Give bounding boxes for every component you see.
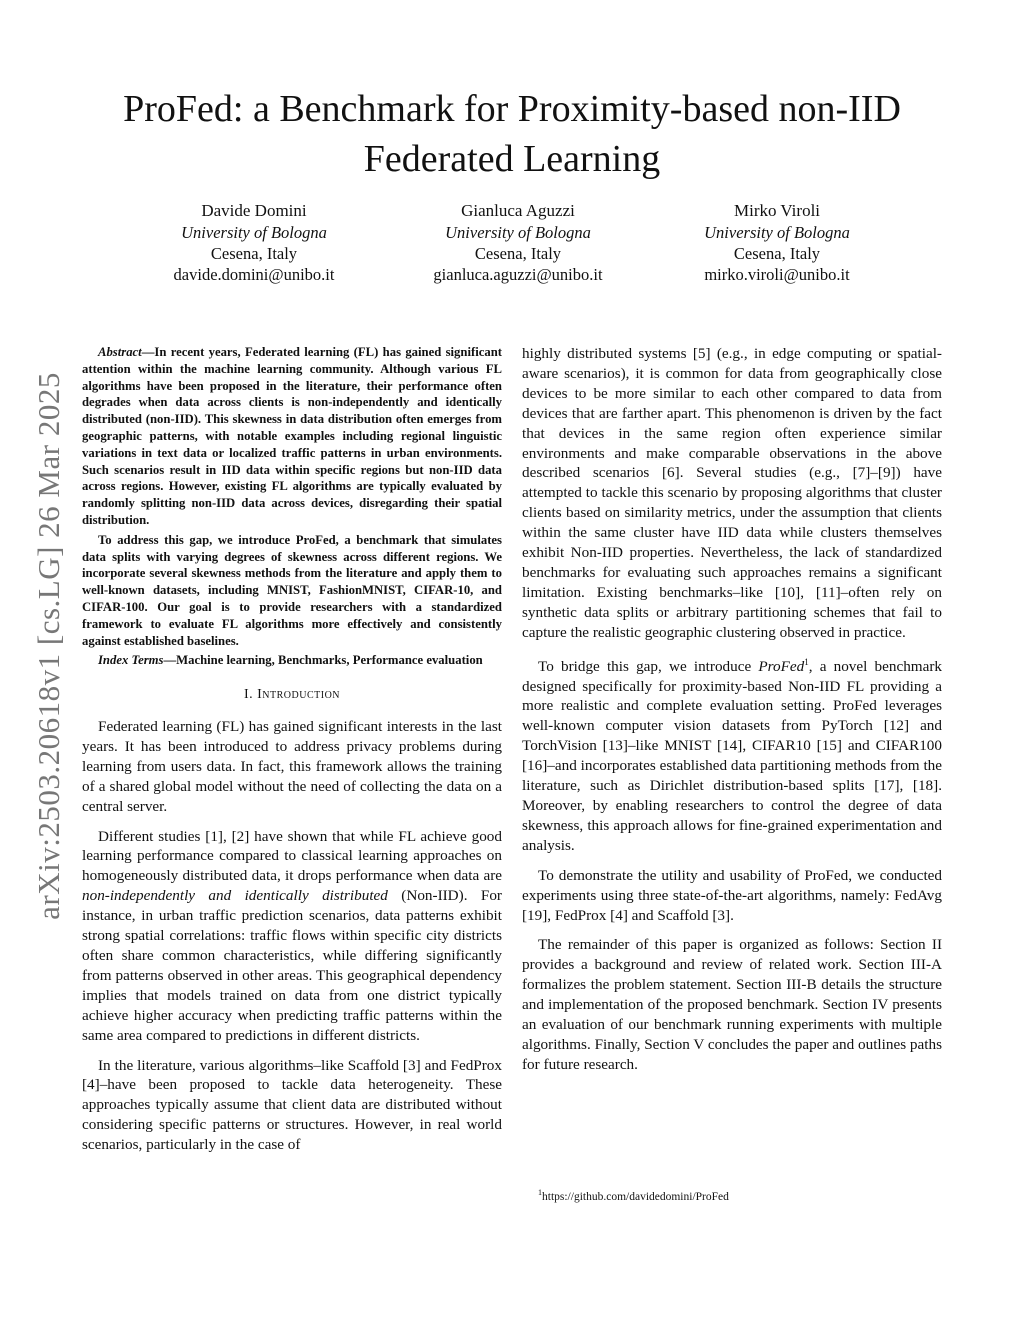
author-email: davide.domini@unibo.it [173, 265, 335, 284]
author-email: mirko.viroli@unibo.it [704, 265, 850, 284]
section-numeral: I. [243, 687, 254, 703]
section-title: Introduction [257, 687, 341, 703]
intro-emphasis: ProFed [758, 657, 805, 675]
author-affiliation: University of Bologna [181, 223, 327, 242]
index-terms-label: Index Terms [98, 653, 164, 668]
index-terms-text: Machine learning, Benchmarks, Performance evaluation [176, 653, 483, 668]
intro-emphasis: non-independently and identically distributed [82, 887, 388, 905]
footnote [538, 1186, 729, 1204]
intro-paragraph-3: In the literature, various algorithms–like Scaffold [3] and FedProx [4]–have been proposed to tackle data heterogeneity. These approaches typically assume that client data are distributed without considering specific patterns or structures. However, in real world scenarios, particularly in the case of [82, 1056, 502, 1154]
author-name: Gianluca Aguzzi [461, 201, 575, 220]
intro-paragraph-6: To demonstrate the utility and usability of ProFed, we conducted experiments using three state-of-the-art algorithms, namely: FedAvg [19], FedProx [4] and Scaffold [3]. [522, 866, 942, 924]
section-heading [82, 685, 502, 705]
abstract-paragraph-2: To address this gap, we introduce ProFed, a benchmark that simulates data splits with varying degrees of skewness across different regions. We incorporate several skewness methods from the literature and apply them to well-known datasets, including MNIST, FashionMNIST, CIFAR-10, and CIFAR-100. Our goal is to provide researchers with a standardized framework to evaluate FL algorithms more effectively and consistently against established baselines. [82, 532, 502, 648]
intro-text: To bridge this gap, we introduce [538, 657, 759, 675]
author-affiliation: University of Bologna [445, 223, 591, 242]
author-email: gianluca.aguzzi@unibo.it [433, 265, 603, 284]
author-affiliation: University of Bologna [704, 223, 850, 242]
author-location: Cesena, Italy [733, 244, 821, 263]
intro-paragraph-1: Federated learning (FL) has gained significant interests in the last years. It has been introduced to address privacy problems during learning from users data. In fact, this framework allows the training of a shared global model without the need of collecting the data on a central server. [82, 718, 502, 815]
author-location: Cesena, Italy [210, 244, 298, 263]
abstract [82, 344, 502, 669]
author-location: Cesena, Italy [474, 244, 562, 263]
left-column [82, 344, 502, 1165]
author-block-1 [134, 200, 374, 285]
intro-paragraph-5 [522, 653, 942, 856]
author-block-2 [398, 200, 638, 285]
footnote-ref[interactable]: 1 [804, 656, 809, 667]
footnote-link[interactable]: https://github.com/davidedomini/ProFed [542, 1190, 729, 1203]
right-column [522, 344, 942, 1085]
author-block-3 [657, 200, 897, 285]
intro-text: Different studies [1], [2] have shown that while FL achieve good learning performance compared to classical learning approaches on homogeneously distributed data, it drops performance when data are [82, 827, 502, 885]
arxiv-stamp [28, 350, 70, 942]
author-name: Mirko Viroli [733, 201, 821, 220]
abstract-text: In recent years, Federated learning (FL) has gained significant attention within the machine learning community. Although various FL algorithms have been proposed in the literature, their performance often degrades when data across clients is non-independently and identically distributed (non-IID). This skewness in data distribution often emerges from geographic patterns, with notable examples including regional linguistic variations in text data or localized traffic patterns in urban environments. Such scenarios result in IID data within specific regions but non-IID data across regions. However, existing FL algorithms are typically evaluated by randomly splitting non-IID data across devices, disregarding their spatial distribution. [82, 345, 502, 527]
intro-text: , a novel benchmark designed specifically for proximity-based Non-IID FL providing a more realistic and complete evaluation setting. ProFed leverages well-known computer vision datasets from PyTorch [12] and TorchVision [13]–like MNIST [14], CIFAR10 [15] and CIFAR100 [16]–and incorporates established data partitioning methods from the literature, such as Dirichlet distribution-based splits [17], [18]. Moreover, by enabling researchers to control the degree of data skewness, this approach allows for fine-grained experimentation and analysis. [522, 657, 943, 854]
intro-text: (Non-IID). For instance, in urban traffic prediction scenarios, data patterns exhibit strong spatial correlations: traffic flows within specific city districts often share common characteristics, while differing significantly from patterns observed in other areas. This geographical dependency implies that models trained on data from one district typically achieve higher accuracy when predicting traffic patterns within the same area compared to predictions in different districts. [82, 887, 502, 1044]
intro-paragraph-4: highly distributed systems [5] (e.g., in edge computing or spatial-aware scenarios), it is common for data from geographically close devices to be more similar to each other compared to data from devices that are farther apart. This phenomenon is driven by the fact that devices in the same region often experience similar environments and make comparable observations in the above described scenarios [6]. Several studies (e.g., [7]–[9]) have attempted to tackle this scenario by proposing algorithms that cluster clients based on similarity metrics, under the assumption that clients within the same cluster have IID data while clusters themselves exhibit Non-IID properties. Nevertheless, the lack of standardized benchmarks for evaluating such approaches remains a significant limitation. Existing benchmarks–like [10], [11]–often rely on synthetic data splits or arbitrary partitioning schemes that fail to capture the realistic geographic clustering observed in practice. [522, 345, 942, 641]
abstract-paragraph-1: Abstract—In recent years, Federated learning (FL) has gained significant attention within the machine learning community. Although various FL algorithms have been proposed in the literature, their performance often degrades when data across clients is non-independently and identically distributed (non-IID). This skewness in data distribution often emerges from geographic patterns, with notable examples including regional linguistic variations in text data or localized traffic patterns in urban environments. Such scenarios result in IID data within specific regions but non-IID data across regions. However, existing FL algorithms are typically evaluated by randomly splitting non-IID data across devices, disregarding their spatial distribution. [82, 345, 502, 527]
intro-paragraph-2 [82, 827, 502, 1046]
abstract-label: Abstract [98, 345, 142, 359]
footnote-mark: 1 [538, 1188, 542, 1197]
index-terms: Index Terms—Machine learning, Benchmarks, Performance evaluation [98, 653, 483, 668]
intro-paragraph-7: The remainder of this paper is organized as follows: Section II provides a background and review of related work. Section III-A formalizes the problem statement. Section III-B details the structure and implementation of the proposed benchmark. Section IV presents an evaluation of our benchmark running experiments with multiple algorithms. Finally, Section V concludes the paper and outlines paths for future research. [522, 936, 942, 1073]
author-name: Davide Domini [201, 201, 307, 220]
paper-title: ProFed: a Benchmark for Proximity-based non-IID Federated Learning [123, 88, 901, 180]
arxiv-id: arXiv:2503.20618v1 [cs.LG] 26 Mar 2025 [31, 372, 67, 920]
